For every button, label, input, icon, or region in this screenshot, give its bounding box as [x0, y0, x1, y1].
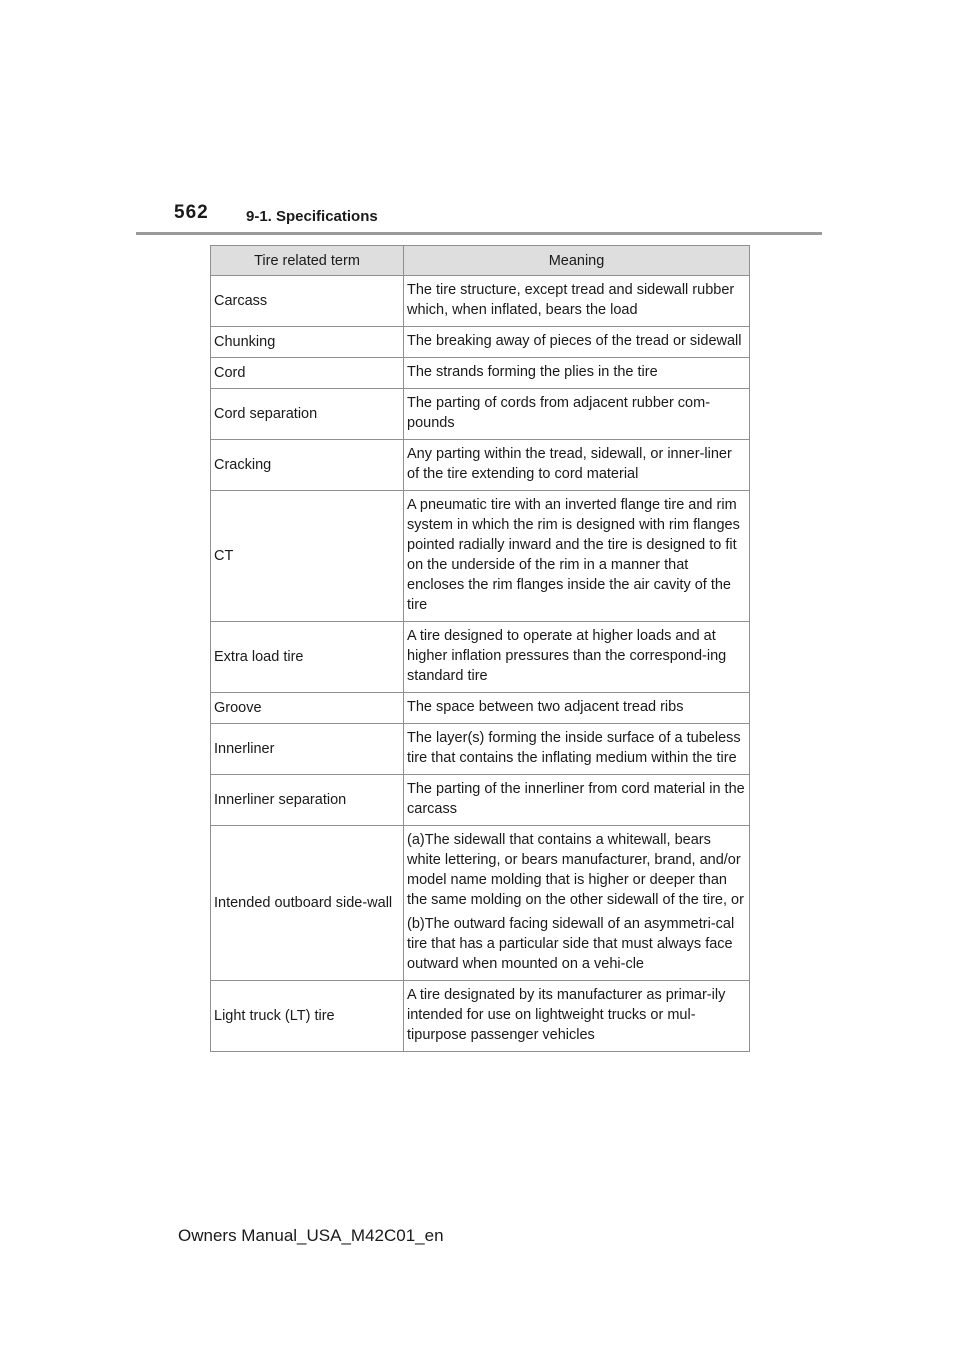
term-cell: Light truck (LT) tire: [211, 981, 404, 1052]
term-cell: CT: [211, 491, 404, 622]
table-row: [211, 327, 750, 358]
meaning-cell: [404, 276, 750, 327]
meaning-paragraph: A tire designed to operate at higher loads and at higher inflation pressures than the correspond-ing standard tire: [407, 628, 727, 684]
term-cell: Carcass: [211, 276, 404, 327]
table-row: [211, 724, 750, 775]
meaning-cell: [404, 389, 750, 440]
meaning-cell: [404, 724, 750, 775]
meaning-paragraph: A pneumatic tire with an inverted flange tire and rim system in which the rim is designed with rim flanges pointed radially inward and the tire is designed to fit on the underside of the rim in a manner that encloses the rim flanges inside the air cavity of the tire: [407, 497, 740, 613]
meaning-paragraph: The parting of the innerliner from cord material in the carcass: [407, 781, 745, 817]
meaning-cell: [404, 981, 750, 1052]
meaning-cell: [404, 775, 750, 826]
term-cell: Chunking: [211, 327, 404, 358]
column-header-term: Tire related term: [211, 246, 404, 276]
column-header-meaning: Meaning: [404, 246, 750, 276]
tire-terms-table: [210, 245, 750, 1052]
meaning-paragraph: The tire structure, except tread and sidewall rubber which, when inflated, bears the load: [407, 282, 735, 318]
table-header-row: [211, 246, 750, 276]
meaning-cell: [404, 826, 750, 981]
meaning-paragraph: The layer(s) forming the inside surface of a tubeless tire that contains the inflating medium within the tire: [407, 730, 741, 766]
table-body: [211, 276, 750, 1052]
table-row: [211, 491, 750, 622]
page-number: 562: [174, 202, 209, 223]
term-cell: Extra load tire: [211, 622, 404, 693]
table-row: [211, 693, 750, 724]
table-row: [211, 440, 750, 491]
meaning-paragraph: The breaking away of pieces of the tread or sidewall: [407, 333, 742, 349]
term-cell: Intended outboard side-wall: [211, 826, 404, 981]
table-row: [211, 775, 750, 826]
meaning-paragraph: The space between two adjacent tread ribs: [407, 699, 684, 715]
term-cell: Innerliner: [211, 724, 404, 775]
meaning-cell: [404, 491, 750, 622]
table-row: [211, 276, 750, 327]
table-row: [211, 981, 750, 1052]
term-cell: Cord separation: [211, 389, 404, 440]
term-cell: Groove: [211, 693, 404, 724]
meaning-paragraph: A tire designated by its manufacturer as primar-ily intended for use on lightweight trucks or mul-tipurpose passenger vehicles: [407, 987, 726, 1043]
meaning-paragraph: (b)The outward facing sidewall of an asymmetri-cal tire that has a particular side that must always face outward when mounted on a vehi-cle: [407, 916, 735, 972]
term-cell: Cord: [211, 358, 404, 389]
meaning-cell: [404, 358, 750, 389]
table-row: [211, 389, 750, 440]
table-row: [211, 622, 750, 693]
footer-document-id: Owners Manual_USA_M42C01_en: [178, 1226, 444, 1245]
table-row: [211, 826, 750, 981]
section-title: 9-1. Specifications: [246, 208, 378, 225]
header-divider: [136, 232, 822, 235]
table-row: [211, 358, 750, 389]
meaning-paragraph: The strands forming the plies in the tire: [407, 364, 658, 380]
term-cell: Cracking: [211, 440, 404, 491]
meaning-cell: [404, 440, 750, 491]
meaning-cell: [404, 327, 750, 358]
meaning-cell: [404, 693, 750, 724]
meaning-cell: [404, 622, 750, 693]
meaning-paragraph: (a)The sidewall that contains a whitewall, bears white lettering, or bears manufacturer, brand, and/or model name molding that is higher or deeper than the same molding on the other sidewall of the tire, or: [407, 832, 744, 908]
meaning-paragraph: The parting of cords from adjacent rubber com-pounds: [407, 395, 711, 431]
term-cell: Innerliner separation: [211, 775, 404, 826]
meaning-paragraph: Any parting within the tread, sidewall, or inner-liner of the tire extending to cord material: [407, 446, 732, 482]
